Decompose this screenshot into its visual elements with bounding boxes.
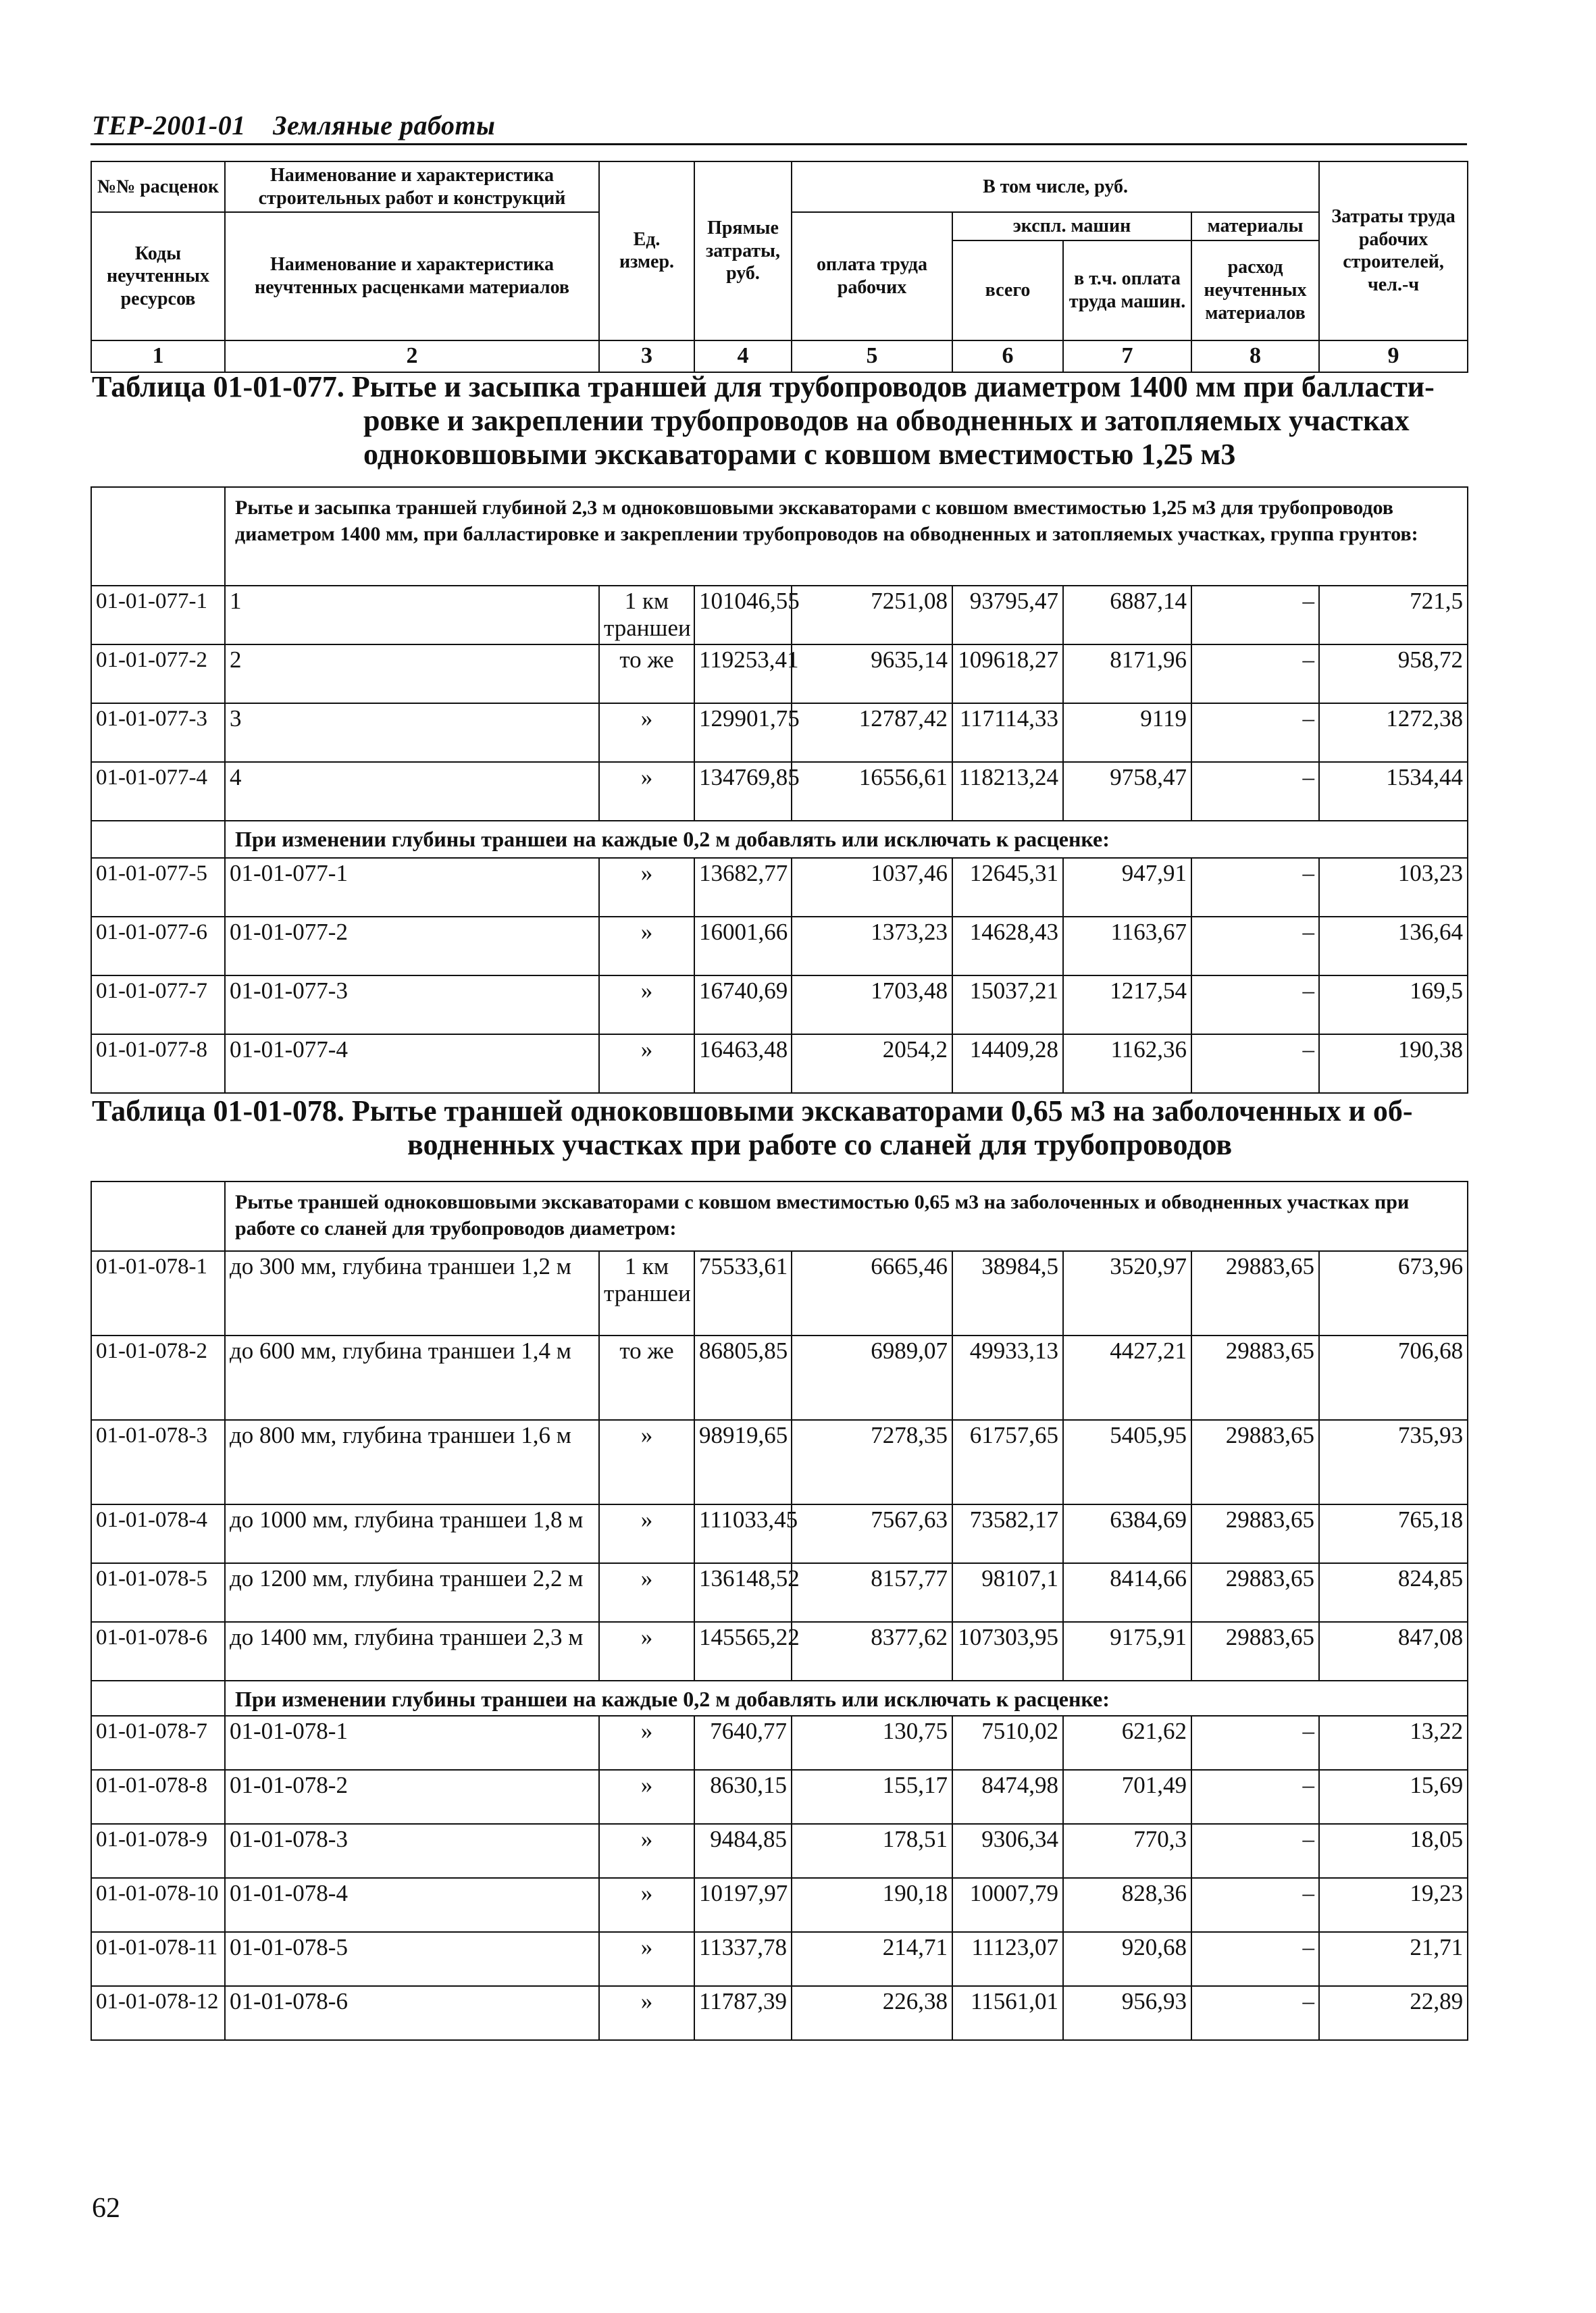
- table-78: [91, 1181, 1468, 2041]
- material-usage: –: [1191, 644, 1319, 703]
- material-usage: –: [1191, 917, 1319, 975]
- table-row: [91, 1034, 1468, 1093]
- worker-pay: 178,51: [792, 1824, 952, 1878]
- machine-labor: 9119: [1063, 703, 1191, 762]
- machine-labor: 1217,54: [1063, 975, 1191, 1034]
- table-row: [91, 858, 1468, 917]
- column-number: 2: [225, 340, 599, 372]
- header-material-name: Наименование и характеристика неучтенных расценками материалов: [225, 212, 599, 340]
- work-name: 3: [225, 703, 599, 762]
- worker-pay: 7567,63: [792, 1504, 952, 1563]
- labor-hours: 18,05: [1319, 1824, 1468, 1878]
- direct-cost: 10197,97: [694, 1878, 792, 1932]
- machine-labor: 1163,67: [1063, 917, 1191, 975]
- table-row: [91, 975, 1468, 1034]
- unit: »: [599, 1034, 694, 1093]
- worker-pay: 190,18: [792, 1878, 952, 1932]
- worker-pay: 7278,35: [792, 1420, 952, 1504]
- section-description: При изменении глубины траншеи на каждые 0,2 м добавлять или исключать к расценке:: [225, 821, 1468, 858]
- rate-code: 01-01-078-6: [91, 1622, 225, 1681]
- table-77-title-line1: Рытье и засыпка траншей для трубопроводов диаметром 1400 мм при балласти-: [351, 370, 1435, 403]
- work-name: 01-01-077-3: [225, 975, 599, 1034]
- rate-code: 01-01-078-3: [91, 1420, 225, 1504]
- section-row: [91, 1681, 1468, 1716]
- rate-code: 01-01-077-7: [91, 975, 225, 1034]
- direct-cost: 7640,77: [694, 1716, 792, 1770]
- table-77-title-line3: одноковшовыми экскаваторами с ковшом вместимостью 1,25 м3: [363, 438, 1236, 471]
- table-77: [91, 486, 1468, 1094]
- table-row: [91, 1878, 1468, 1932]
- table-78-title-line1: Рытье траншей одноковшовыми экскаваторами 0,65 м3 на заболоченных и об-: [351, 1094, 1413, 1127]
- material-usage: 29883,65: [1191, 1336, 1319, 1420]
- table-row: [91, 1622, 1468, 1681]
- machine-total: 11561,01: [952, 1986, 1063, 2040]
- table-row: [91, 1716, 1468, 1770]
- table-row: [91, 1824, 1468, 1878]
- rate-code: 01-01-078-9: [91, 1824, 225, 1878]
- labor-hours: 22,89: [1319, 1986, 1468, 2040]
- work-name: 01-01-077-1: [225, 858, 599, 917]
- labor-hours: 19,23: [1319, 1878, 1468, 1932]
- material-usage: –: [1191, 1878, 1319, 1932]
- material-usage: –: [1191, 586, 1319, 644]
- work-name: 4: [225, 762, 599, 821]
- table-row: [91, 1770, 1468, 1824]
- work-name: до 1200 мм, глубина траншеи 2,2 м: [225, 1563, 599, 1622]
- header-machine-labor: в т.ч. оплата труда машин.: [1063, 240, 1191, 340]
- header-direct-cost: Прямые затраты, руб.: [694, 161, 792, 340]
- unit: 1 км траншеи: [599, 586, 694, 644]
- worker-pay: 2054,2: [792, 1034, 952, 1093]
- worker-pay: 1037,46: [792, 858, 952, 917]
- labor-hours: 673,96: [1319, 1251, 1468, 1336]
- table-row: [91, 1251, 1468, 1336]
- direct-cost: 119253,41: [694, 644, 792, 703]
- table-row: [91, 1563, 1468, 1622]
- rate-code: 01-01-078-8: [91, 1770, 225, 1824]
- labor-hours: 706,68: [1319, 1336, 1468, 1420]
- unit: »: [599, 1563, 694, 1622]
- labor-hours: 190,38: [1319, 1034, 1468, 1093]
- table-78-title-line2: водненных участках при работе со сланей для трубопроводов: [407, 1128, 1233, 1161]
- worker-pay: 6665,46: [792, 1251, 952, 1336]
- column-number: 1: [91, 340, 225, 372]
- machine-labor: 1162,36: [1063, 1034, 1191, 1093]
- material-usage: 29883,65: [1191, 1563, 1319, 1622]
- labor-hours: 824,85: [1319, 1563, 1468, 1622]
- unit: »: [599, 1504, 694, 1563]
- direct-cost: 13682,77: [694, 858, 792, 917]
- unit: »: [599, 858, 694, 917]
- table-77-caption: [92, 370, 1470, 472]
- column-number: 3: [599, 340, 694, 372]
- worker-pay: 1703,48: [792, 975, 952, 1034]
- work-name: 01-01-078-1: [225, 1716, 599, 1770]
- unit: »: [599, 762, 694, 821]
- worker-pay: 8377,62: [792, 1622, 952, 1681]
- unit: »: [599, 917, 694, 975]
- worker-pay: 7251,08: [792, 586, 952, 644]
- unit: »: [599, 703, 694, 762]
- work-name: 01-01-078-3: [225, 1824, 599, 1878]
- work-name: 01-01-077-2: [225, 917, 599, 975]
- table-row: [91, 1986, 1468, 2040]
- machine-labor: 956,93: [1063, 1986, 1191, 2040]
- machine-labor: 8414,66: [1063, 1563, 1191, 1622]
- table-row: [91, 1932, 1468, 1986]
- labor-hours: 958,72: [1319, 644, 1468, 703]
- rate-code: 01-01-077-2: [91, 644, 225, 703]
- machine-labor: 9758,47: [1063, 762, 1191, 821]
- machine-labor: 8171,96: [1063, 644, 1191, 703]
- work-name: 01-01-078-4: [225, 1878, 599, 1932]
- rate-code: 01-01-078-4: [91, 1504, 225, 1563]
- labor-hours: 15,69: [1319, 1770, 1468, 1824]
- direct-cost: 16463,48: [694, 1034, 792, 1093]
- worker-pay: 9635,14: [792, 644, 952, 703]
- unit: »: [599, 1932, 694, 1986]
- direct-cost: 101046,55: [694, 586, 792, 644]
- direct-cost: 86805,85: [694, 1336, 792, 1420]
- unit: »: [599, 975, 694, 1034]
- worker-pay: 16556,61: [792, 762, 952, 821]
- work-name: до 1400 мм, глубина траншеи 2,3 м: [225, 1622, 599, 1681]
- column-number: 5: [792, 340, 952, 372]
- section-code-cell: [91, 1181, 225, 1251]
- machine-total: 7510,02: [952, 1716, 1063, 1770]
- machine-labor: 3520,97: [1063, 1251, 1191, 1336]
- rate-code: 01-01-078-11: [91, 1932, 225, 1986]
- direct-cost: 75533,61: [694, 1251, 792, 1336]
- table-row: [91, 1504, 1468, 1563]
- unit: »: [599, 1622, 694, 1681]
- work-name: до 800 мм, глубина траншеи 1,6 м: [225, 1420, 599, 1504]
- header-code: №№ расценок: [91, 161, 225, 212]
- machine-labor: 4427,21: [1063, 1336, 1191, 1420]
- table-row: [91, 644, 1468, 703]
- header-resource-codes: Коды неучтенных ресурсов: [91, 212, 225, 340]
- table-77-body: [91, 487, 1468, 1093]
- machine-total: 38984,5: [952, 1251, 1063, 1336]
- material-usage: 29883,65: [1191, 1622, 1319, 1681]
- table-77-title-line2: ровке и закреплении трубопроводов на обводненных и затопляемых участках: [363, 404, 1410, 437]
- work-name: до 300 мм, глубина траншеи 1,2 м: [225, 1251, 599, 1336]
- rate-code: 01-01-077-3: [91, 703, 225, 762]
- column-number: 7: [1063, 340, 1191, 372]
- labor-hours: 721,5: [1319, 586, 1468, 644]
- header-including: В том числе, руб.: [792, 161, 1319, 212]
- work-name: до 1000 мм, глубина траншеи 1,8 м: [225, 1504, 599, 1563]
- material-usage: –: [1191, 762, 1319, 821]
- machine-labor: 920,68: [1063, 1932, 1191, 1986]
- worker-pay: 130,75: [792, 1716, 952, 1770]
- material-usage: –: [1191, 858, 1319, 917]
- table-78-caption: [92, 1094, 1470, 1162]
- material-usage: 29883,65: [1191, 1251, 1319, 1336]
- table-78-body: [91, 1181, 1468, 2040]
- machine-total: 15037,21: [952, 975, 1063, 1034]
- machine-total: 98107,1: [952, 1563, 1063, 1622]
- labor-hours: 765,18: [1319, 1504, 1468, 1563]
- worker-pay: 155,17: [792, 1770, 952, 1824]
- work-name: 01-01-078-6: [225, 1986, 599, 2040]
- worker-pay: 8157,77: [792, 1563, 952, 1622]
- direct-cost: 136148,52: [694, 1563, 792, 1622]
- table-77-label: Таблица 01-01-077.: [92, 370, 344, 403]
- worker-pay: 1373,23: [792, 917, 952, 975]
- direct-cost: 16001,66: [694, 917, 792, 975]
- labor-hours: 735,93: [1319, 1420, 1468, 1504]
- direct-cost: 11337,78: [694, 1932, 792, 1986]
- unit: »: [599, 1878, 694, 1932]
- section-description: Рытье и засыпка траншей глубиной 2,3 м одноковшовыми экскаваторами с ковшом вместимостью 1,25 м3 для трубопроводов диаметром 1400 мм, при балластировке и закреплении трубопроводов на обводненных и затопляемых участках, группа грунтов:: [225, 487, 1468, 586]
- unit: »: [599, 1986, 694, 2040]
- machine-labor: 770,3: [1063, 1824, 1191, 1878]
- labor-hours: 847,08: [1319, 1622, 1468, 1681]
- worker-pay: 214,71: [792, 1932, 952, 1986]
- header-worker-pay: оплата труда рабочих: [792, 212, 952, 340]
- header-labor-hours: Затраты труда рабочих строителей, чел.-ч: [1319, 161, 1468, 340]
- machine-total: 107303,95: [952, 1622, 1063, 1681]
- unit: 1 км траншеи: [599, 1251, 694, 1336]
- direct-cost: 9484,85: [694, 1824, 792, 1878]
- worker-pay: 226,38: [792, 1986, 952, 2040]
- rate-code: 01-01-077-8: [91, 1034, 225, 1093]
- machine-labor: 621,62: [1063, 1716, 1191, 1770]
- header-material-usage: расход неучтенных материалов: [1191, 240, 1319, 340]
- machine-total: 12645,31: [952, 858, 1063, 917]
- rate-code: 01-01-078-1: [91, 1251, 225, 1336]
- table-row: [91, 1420, 1468, 1504]
- rate-code: 01-01-078-2: [91, 1336, 225, 1420]
- labor-hours: 103,23: [1319, 858, 1468, 917]
- machine-total: 14628,43: [952, 917, 1063, 975]
- direct-cost: 16740,69: [694, 975, 792, 1034]
- machine-total: 73582,17: [952, 1504, 1063, 1563]
- labor-hours: 21,71: [1319, 1932, 1468, 1986]
- section-description: При изменении глубины траншеи на каждые 0,2 м добавлять или исключать к расценке:: [225, 1681, 1468, 1716]
- labor-hours: 13,22: [1319, 1716, 1468, 1770]
- work-name: до 600 мм, глубина траншеи 1,4 м: [225, 1336, 599, 1420]
- machine-labor: 6887,14: [1063, 586, 1191, 644]
- worker-pay: 6989,07: [792, 1336, 952, 1420]
- section-code-cell: [91, 1681, 225, 1716]
- section-code-cell: [91, 821, 225, 858]
- material-usage: –: [1191, 1824, 1319, 1878]
- column-number: 6: [952, 340, 1063, 372]
- section-description: Рытье траншей одноковшовыми экскаваторами с ковшом вместимостью 0,65 м3 на заболоченных и обводненных участках при работе со сланей для трубопроводов диаметром:: [225, 1181, 1468, 1251]
- machine-total: 11123,07: [952, 1932, 1063, 1986]
- rate-code: 01-01-077-6: [91, 917, 225, 975]
- table-row: [91, 1336, 1468, 1420]
- section-row: [91, 1181, 1468, 1251]
- unit: »: [599, 1420, 694, 1504]
- machine-total: 8474,98: [952, 1770, 1063, 1824]
- machine-total: 117114,33: [952, 703, 1063, 762]
- header-work-name: Наименование и характеристика строительных работ и конструкций: [225, 161, 599, 212]
- rate-code: 01-01-078-12: [91, 1986, 225, 2040]
- machine-total: 9306,34: [952, 1824, 1063, 1878]
- machine-labor: 828,36: [1063, 1878, 1191, 1932]
- unit: то же: [599, 644, 694, 703]
- machine-total: 93795,47: [952, 586, 1063, 644]
- work-name: 2: [225, 644, 599, 703]
- header-machine-operation: экспл. машин: [952, 212, 1191, 240]
- work-name: 1: [225, 586, 599, 644]
- machine-total: 109618,27: [952, 644, 1063, 703]
- unit: то же: [599, 1336, 694, 1420]
- direct-cost: 134769,85: [694, 762, 792, 821]
- table-row: [91, 762, 1468, 821]
- running-head: [92, 109, 515, 141]
- material-usage: –: [1191, 1986, 1319, 2040]
- machine-labor: 6384,69: [1063, 1504, 1191, 1563]
- column-number: 4: [694, 340, 792, 372]
- column-number: 9: [1319, 340, 1468, 372]
- rate-code: 01-01-078-7: [91, 1716, 225, 1770]
- material-usage: –: [1191, 1716, 1319, 1770]
- labor-hours: 136,64: [1319, 917, 1468, 975]
- section-row: [91, 487, 1468, 586]
- header-rule: [91, 143, 1467, 145]
- document-code: ТЕР-2001-01: [92, 110, 246, 141]
- machine-total: 10007,79: [952, 1878, 1063, 1932]
- rate-code: 01-01-078-5: [91, 1563, 225, 1622]
- direct-cost: 98919,65: [694, 1420, 792, 1504]
- direct-cost: 145565,22: [694, 1622, 792, 1681]
- table-row: [91, 917, 1468, 975]
- work-name: 01-01-078-2: [225, 1770, 599, 1824]
- machine-labor: 5405,95: [1063, 1420, 1191, 1504]
- unit: »: [599, 1716, 694, 1770]
- direct-cost: 129901,75: [694, 703, 792, 762]
- direct-cost: 11787,39: [694, 1986, 792, 2040]
- labor-hours: 1534,44: [1319, 762, 1468, 821]
- rate-code: 01-01-077-4: [91, 762, 225, 821]
- header-materials: материалы: [1191, 212, 1319, 240]
- machine-labor: 947,91: [1063, 858, 1191, 917]
- material-usage: –: [1191, 975, 1319, 1034]
- table-row: [91, 586, 1468, 644]
- column-number: 8: [1191, 340, 1319, 372]
- material-usage: –: [1191, 1034, 1319, 1093]
- section-code-cell: [91, 487, 225, 586]
- worker-pay: 12787,42: [792, 703, 952, 762]
- machine-total: 14409,28: [952, 1034, 1063, 1093]
- section-row: [91, 821, 1468, 858]
- machine-total: 49933,13: [952, 1336, 1063, 1420]
- material-usage: 29883,65: [1191, 1504, 1319, 1563]
- direct-cost: 111033,45: [694, 1504, 792, 1563]
- material-usage: –: [1191, 703, 1319, 762]
- labor-hours: 1272,38: [1319, 703, 1468, 762]
- unit: »: [599, 1824, 694, 1878]
- rate-code: 01-01-078-10: [91, 1878, 225, 1932]
- unit: »: [599, 1770, 694, 1824]
- machine-total: 61757,65: [952, 1420, 1063, 1504]
- material-usage: –: [1191, 1770, 1319, 1824]
- rate-code: 01-01-077-1: [91, 586, 225, 644]
- material-usage: 29883,65: [1191, 1420, 1319, 1504]
- table-78-label: Таблица 01-01-078.: [92, 1094, 344, 1127]
- rate-code: 01-01-077-5: [91, 858, 225, 917]
- work-name: 01-01-077-4: [225, 1034, 599, 1093]
- section-name: Земляные работы: [273, 110, 496, 141]
- machine-labor: 9175,91: [1063, 1622, 1191, 1681]
- work-name: 01-01-078-5: [225, 1932, 599, 1986]
- page-number: 62: [92, 2193, 120, 2224]
- table-row: [91, 703, 1468, 762]
- header-unit: Ед. измер.: [599, 161, 694, 340]
- machine-total: 118213,24: [952, 762, 1063, 821]
- column-header-table: [91, 161, 1468, 373]
- material-usage: –: [1191, 1932, 1319, 1986]
- direct-cost: 8630,15: [694, 1770, 792, 1824]
- labor-hours: 169,5: [1319, 975, 1468, 1034]
- machine-labor: 701,49: [1063, 1770, 1191, 1824]
- header-machine-total: всего: [952, 240, 1063, 340]
